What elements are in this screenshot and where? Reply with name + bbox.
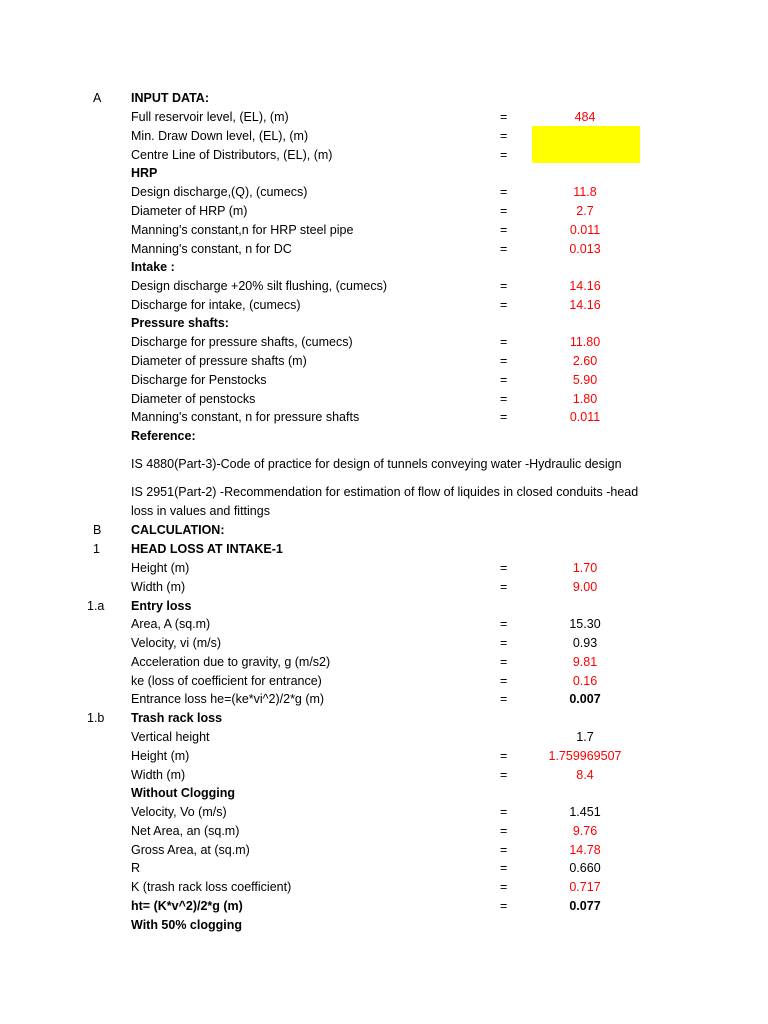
row-value: 14.78 [569, 843, 601, 857]
equals-sign: = [500, 692, 508, 706]
row-label: Vertical height [131, 730, 210, 744]
row-label: Height (m) [131, 561, 190, 575]
calc-row [0, 578, 768, 597]
row-label: Velocity, Vo (m/s) [131, 805, 227, 819]
row-label: Diameter of HRP (m) [131, 204, 248, 218]
row-label: Discharge for pressure shafts, (cumecs) [131, 335, 353, 349]
equals-sign: = [500, 880, 508, 894]
equals-sign: = [500, 617, 508, 631]
data-row [0, 108, 768, 127]
equals-sign: = [500, 410, 508, 424]
row-value: 15.30 [569, 617, 601, 631]
data-row [0, 202, 768, 221]
row-value: 1.70 [572, 561, 598, 575]
equals-sign: = [500, 185, 508, 199]
data-row [0, 127, 768, 146]
subheading: Without Clogging [131, 786, 236, 800]
row-label: ke (loss of coefficient for entrance) [131, 674, 322, 688]
subheading-row [0, 258, 768, 277]
row-label: Area, A (sq.m) [131, 617, 211, 631]
row-label: Velocity, vi (m/s) [131, 636, 222, 650]
subheading: Reference: [131, 429, 196, 443]
calc-row [0, 822, 768, 841]
row-value: 9.81 [572, 655, 598, 669]
subheading-row [0, 916, 768, 935]
subheading: Pressure shafts: [131, 316, 229, 330]
row-label: R [131, 861, 141, 875]
data-row [0, 183, 768, 202]
data-row [0, 371, 768, 390]
subheading-row [0, 164, 768, 183]
row-label: Gross Area, at (sq.m) [131, 843, 250, 857]
row-label: Entrance loss he=(ke*vi^2)/2*g (m) [131, 692, 325, 706]
equals-sign: = [500, 335, 508, 349]
row-label: Acceleration due to gravity, g (m/s2) [131, 655, 331, 669]
reference-is-2951: IS 2951(Part-2) -Recommendation for estimation of flow of liquides in closed conduits -head loss in values and fittings [131, 485, 639, 518]
equals-sign: = [500, 899, 508, 913]
calc-heading-row [0, 709, 768, 728]
item-number: 1.a [87, 599, 105, 613]
row-label: Manning's constant, n for DC [131, 242, 292, 256]
equals-sign: = [500, 110, 508, 124]
row-value: 0.011 [569, 223, 601, 237]
calc-row [0, 841, 768, 860]
row-value: 0.077 [569, 899, 601, 913]
item-number: 1 [93, 542, 100, 556]
row-label: Min. Draw Down level, (EL), (m) [131, 129, 309, 143]
row-value: 11.80 [569, 335, 601, 349]
item-number: 1.b [87, 711, 105, 725]
row-label: Discharge for intake, (cumecs) [131, 298, 301, 312]
calc-heading: HEAD LOSS AT INTAKE-1 [131, 542, 283, 556]
equals-sign: = [500, 223, 508, 237]
equals-sign: = [500, 843, 508, 857]
row-value: 0.717 [569, 880, 601, 894]
row-value: 0.93 [572, 636, 598, 650]
subheading: HRP [131, 166, 158, 180]
row-label: Width (m) [131, 580, 186, 594]
subheading-row [0, 314, 768, 333]
data-row [0, 277, 768, 296]
row-label: K (trash rack loss coefficient) [131, 880, 292, 894]
equals-sign: = [500, 204, 508, 218]
row-value: 484 [574, 110, 596, 124]
calc-row [0, 878, 768, 897]
equals-sign: = [500, 655, 508, 669]
calc-row [0, 803, 768, 822]
row-label: ht= (K*v^2)/2*g (m) [131, 899, 243, 913]
row-value: 1.759969507 [548, 749, 622, 763]
calc-heading: Trash rack loss [131, 711, 223, 725]
row-value: 14.16 [569, 298, 601, 312]
equals-sign: = [500, 824, 508, 838]
row-label: Full reservoir level, (EL), (m) [131, 110, 289, 124]
subheading-row [0, 427, 768, 446]
row-value: 2.60 [572, 354, 598, 368]
calc-row [0, 559, 768, 578]
row-label: Design discharge +20% silt flushing, (cumecs) [131, 279, 388, 293]
row-value: 0.011 [569, 410, 601, 424]
calc-row [0, 634, 768, 653]
row-label: Diameter of pressure shafts (m) [131, 354, 307, 368]
row-label: Manning's constant,n for HRP steel pipe [131, 223, 354, 237]
row-value: 1.451 [569, 805, 601, 819]
section-letter: A [93, 91, 102, 105]
row-value: 2.7 [576, 204, 594, 218]
calc-heading-row [0, 597, 768, 616]
equals-sign: = [500, 861, 508, 875]
calc-row [0, 766, 768, 785]
row-label: Discharge for Penstocks [131, 373, 267, 387]
equals-sign: = [500, 373, 508, 387]
equals-sign: = [500, 561, 508, 575]
section-title: INPUT DATA: [131, 91, 209, 105]
equals-sign: = [500, 242, 508, 256]
subheading: With 50% clogging [131, 918, 242, 932]
data-row [0, 221, 768, 240]
equals-sign: = [500, 279, 508, 293]
row-value: 9.76 [572, 824, 598, 838]
equals-sign: = [500, 674, 508, 688]
subheading: Intake : [131, 260, 175, 274]
calc-row [0, 728, 768, 747]
calc-heading: Entry loss [131, 599, 192, 613]
equals-sign: = [500, 580, 508, 594]
row-value: 11.8 [573, 185, 597, 199]
data-row [0, 296, 768, 315]
row-value: 0.007 [569, 692, 601, 706]
data-row [0, 390, 768, 409]
calc-result-row [0, 897, 768, 916]
row-label: Manning's constant, n for pressure shafts [131, 410, 360, 424]
equals-sign: = [500, 148, 508, 162]
row-label: Centre Line of Distributors, (EL), (m) [131, 148, 333, 162]
calc-row [0, 747, 768, 766]
row-value: 8.4 [576, 768, 594, 782]
row-value: 1.7 [576, 730, 594, 744]
calc-row [0, 653, 768, 672]
calc-result-row [0, 690, 768, 709]
equals-sign: = [500, 636, 508, 650]
reference-is-4880: IS 4880(Part-3)-Code of practice for design of tunnels conveying water -Hydraulic design [131, 457, 622, 471]
data-row [0, 333, 768, 352]
row-value: 0.16 [572, 674, 598, 688]
data-row [0, 352, 768, 371]
row-label: Width (m) [131, 768, 186, 782]
equals-sign: = [500, 354, 508, 368]
equals-sign: = [500, 805, 508, 819]
data-row [0, 408, 768, 427]
calc-row [0, 859, 768, 878]
data-row [0, 240, 768, 259]
subheading-row [0, 784, 768, 803]
row-label: Diameter of penstocks [131, 392, 256, 406]
calc-row [0, 615, 768, 634]
section-a-heading [0, 89, 768, 108]
row-value: 5.90 [572, 373, 598, 387]
calc-row [0, 672, 768, 691]
section-b-heading [0, 521, 768, 540]
equals-sign: = [500, 129, 508, 143]
row-label: Net Area, an (sq.m) [131, 824, 240, 838]
row-value: 0.013 [569, 242, 601, 256]
row-value: 0.660 [569, 861, 601, 875]
calc-heading-row [0, 540, 768, 559]
data-row [0, 146, 768, 165]
section-title: CALCULATION: [131, 523, 225, 537]
row-value: 14.16 [569, 279, 601, 293]
section-letter: B [93, 523, 102, 537]
equals-sign: = [500, 768, 508, 782]
equals-sign: = [500, 298, 508, 312]
equals-sign: = [500, 749, 508, 763]
row-value: 1.80 [572, 392, 598, 406]
equals-sign: = [500, 392, 508, 406]
row-value: 9.00 [572, 580, 598, 594]
row-label: Design discharge,(Q), (cumecs) [131, 185, 308, 199]
row-label: Height (m) [131, 749, 190, 763]
